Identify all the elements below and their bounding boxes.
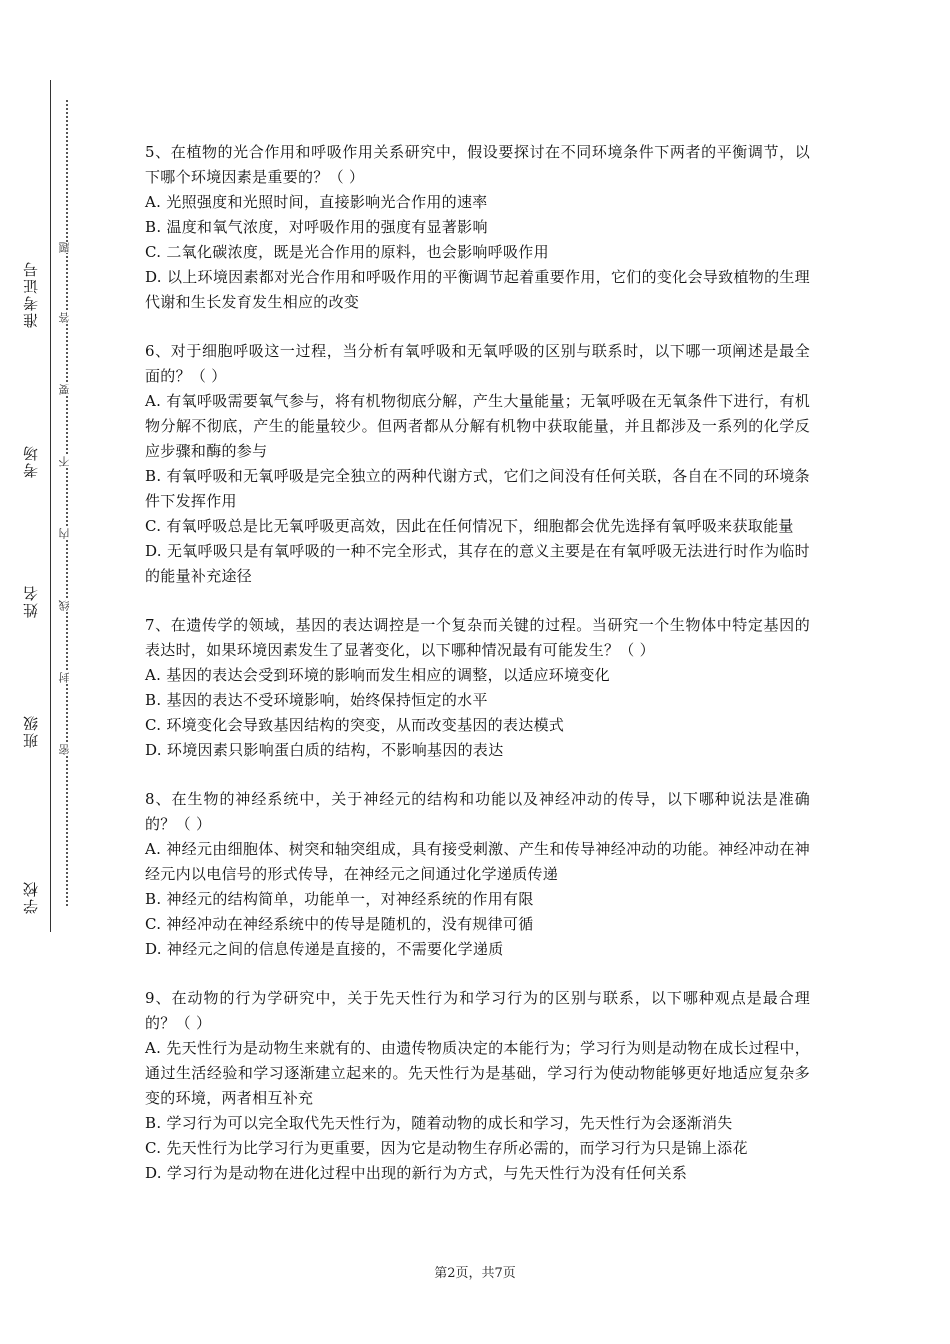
option-c: C. 先天性行为比学习行为更重要，因为它是动物生存所必需的，而学习行为只是锦上添花 xyxy=(145,1139,748,1157)
option-c: C. 二氧化碳浓度，既是光合作用的原料，也会影响呼吸作用 xyxy=(145,243,549,261)
option-b: B. 温度和氧气浓度，对呼吸作用的强度有显著影响 xyxy=(145,218,488,236)
question-list xyxy=(145,140,810,1210)
question-stem: 8、在生物的神经系统中，关于神经元的结构和功能以及神经冲动的传导，以下哪种说法是准确的？（ ） xyxy=(145,790,810,833)
question-9 xyxy=(145,986,810,1186)
question-stem: 7、在遗传学的领域，基因的表达调控是一个复杂而关键的过程。当研究一个生物体中特定基因的表达时，如果环境因素发生了显著变化，以下哪种情况最有可能发生？（ ） xyxy=(145,616,810,659)
option-a: A. 基因的表达会受到环境的影响而发生相应的调整，以适应环境变化 xyxy=(145,666,610,684)
seal-char: 要 xyxy=(57,384,75,395)
seal-char: 内 xyxy=(57,528,75,539)
seal-char: 密 xyxy=(57,744,75,755)
option-d: D. 环境因素只影响蛋白质的结构，不影响基因的表达 xyxy=(145,741,504,759)
option-d: D. 以上环境因素都对光合作用和呼吸作用的平衡调节起着重要作用，它们的变化会导致植物的生理代谢和生长发育发生相应的改变 xyxy=(145,268,810,311)
seal-char: 封 xyxy=(57,672,75,683)
question-stem: 9、在动物的行为学研究中，关于先天性行为和学习行为的区别与联系，以下哪种观点是最合理的？（ ） xyxy=(145,989,810,1032)
binding-info-strip xyxy=(20,80,51,932)
seal-cut-line xyxy=(66,100,68,906)
option-c: C. 环境变化会导致基因结构的突变，从而改变基因的表达模式 xyxy=(145,716,565,734)
option-a: A. 光照强度和光照时间，直接影响光合作用的速率 xyxy=(145,193,488,211)
option-b: B. 基因的表达不受环境影响，始终保持恒定的水平 xyxy=(145,691,488,709)
option-b: B. 有氧呼吸和无氧呼吸是完全独立的两种代谢方式，它们之间没有任何关联，各自在不同的环境条件下发挥作用 xyxy=(145,467,810,510)
exam-id-label: 准考证号 xyxy=(22,260,40,328)
question-6 xyxy=(145,339,810,589)
seal-char: 不 xyxy=(57,456,75,467)
question-stem: 5、在植物的光合作用和呼吸作用关系研究中，假设要探讨在不同环境条件下两者的平衡调节，以下哪个环境因素是重要的？（ ） xyxy=(145,143,810,186)
name-label: 姓名 xyxy=(22,584,40,618)
page-footer: 第2页，共7页 xyxy=(434,1266,516,1281)
option-c: C. 神经冲动在神经系统中的传导是随机的，没有规律可循 xyxy=(145,915,534,933)
option-a: A. 有氧呼吸需要氧气参与，将有机物彻底分解，产生大量能量；无氧呼吸在无氧条件下进行，有机物分解不彻底，产生的能量较少。但两者都从分解有机物中获取能量，并且都涉及一系列的化学反应步骤和酶的参与 xyxy=(145,392,810,460)
seal-char: 答 xyxy=(57,312,75,323)
option-b: B. 神经元的结构简单，功能单一，对神经系统的作用有限 xyxy=(145,890,534,908)
option-a: A. 先天性行为是动物生来就有的、由遗传物质决定的本能行为；学习行为则是动物在成长过程中，通过生活经验和学习逐渐建立起来的。先天性行为是基础，学习行为使动物能够更好地适应复杂多变的环境，两者相互补充 xyxy=(145,1039,810,1107)
option-c: C. 有氧呼吸总是比无氧呼吸更高效，因此在任何情况下，细胞都会优先选择有氧呼吸来获取能量 xyxy=(145,517,794,535)
seal-char: 线 xyxy=(57,600,75,611)
question-8 xyxy=(145,787,810,962)
option-d: D. 学习行为是动物在进化过程中出现的新行为方式，与先天性行为没有任何关系 xyxy=(145,1164,688,1182)
question-stem: 6、对于细胞呼吸这一过程，当分析有氧呼吸和无氧呼吸的区别与联系时，以下哪一项阐述是最全面的？（ ） xyxy=(145,342,810,385)
seal-char: 题 xyxy=(57,242,75,253)
class-label: 班级 xyxy=(22,714,40,748)
school-label: 学校 xyxy=(22,880,40,914)
question-5 xyxy=(145,140,810,315)
question-7 xyxy=(145,613,810,763)
option-d: D. 无氧呼吸只是有氧呼吸的一种不完全形式，其存在的意义主要是在有氧呼吸无法进行时作为临时的能量补充途径 xyxy=(145,542,810,585)
option-a: A. 神经元由细胞体、树突和轴突组成，具有接受刺激、产生和传导神经冲动的功能。神经冲动在神经元内以电信号的形式传导，在神经元之间通过化学递质传递 xyxy=(145,840,810,883)
exam-room-label: 考场 xyxy=(22,444,40,478)
option-d: D. 神经元之间的信息传递是直接的，不需要化学递质 xyxy=(145,940,504,958)
option-b: B. 学习行为可以完全取代先天性行为，随着动物的成长和学习，先天性行为会逐渐消失 xyxy=(145,1114,733,1132)
